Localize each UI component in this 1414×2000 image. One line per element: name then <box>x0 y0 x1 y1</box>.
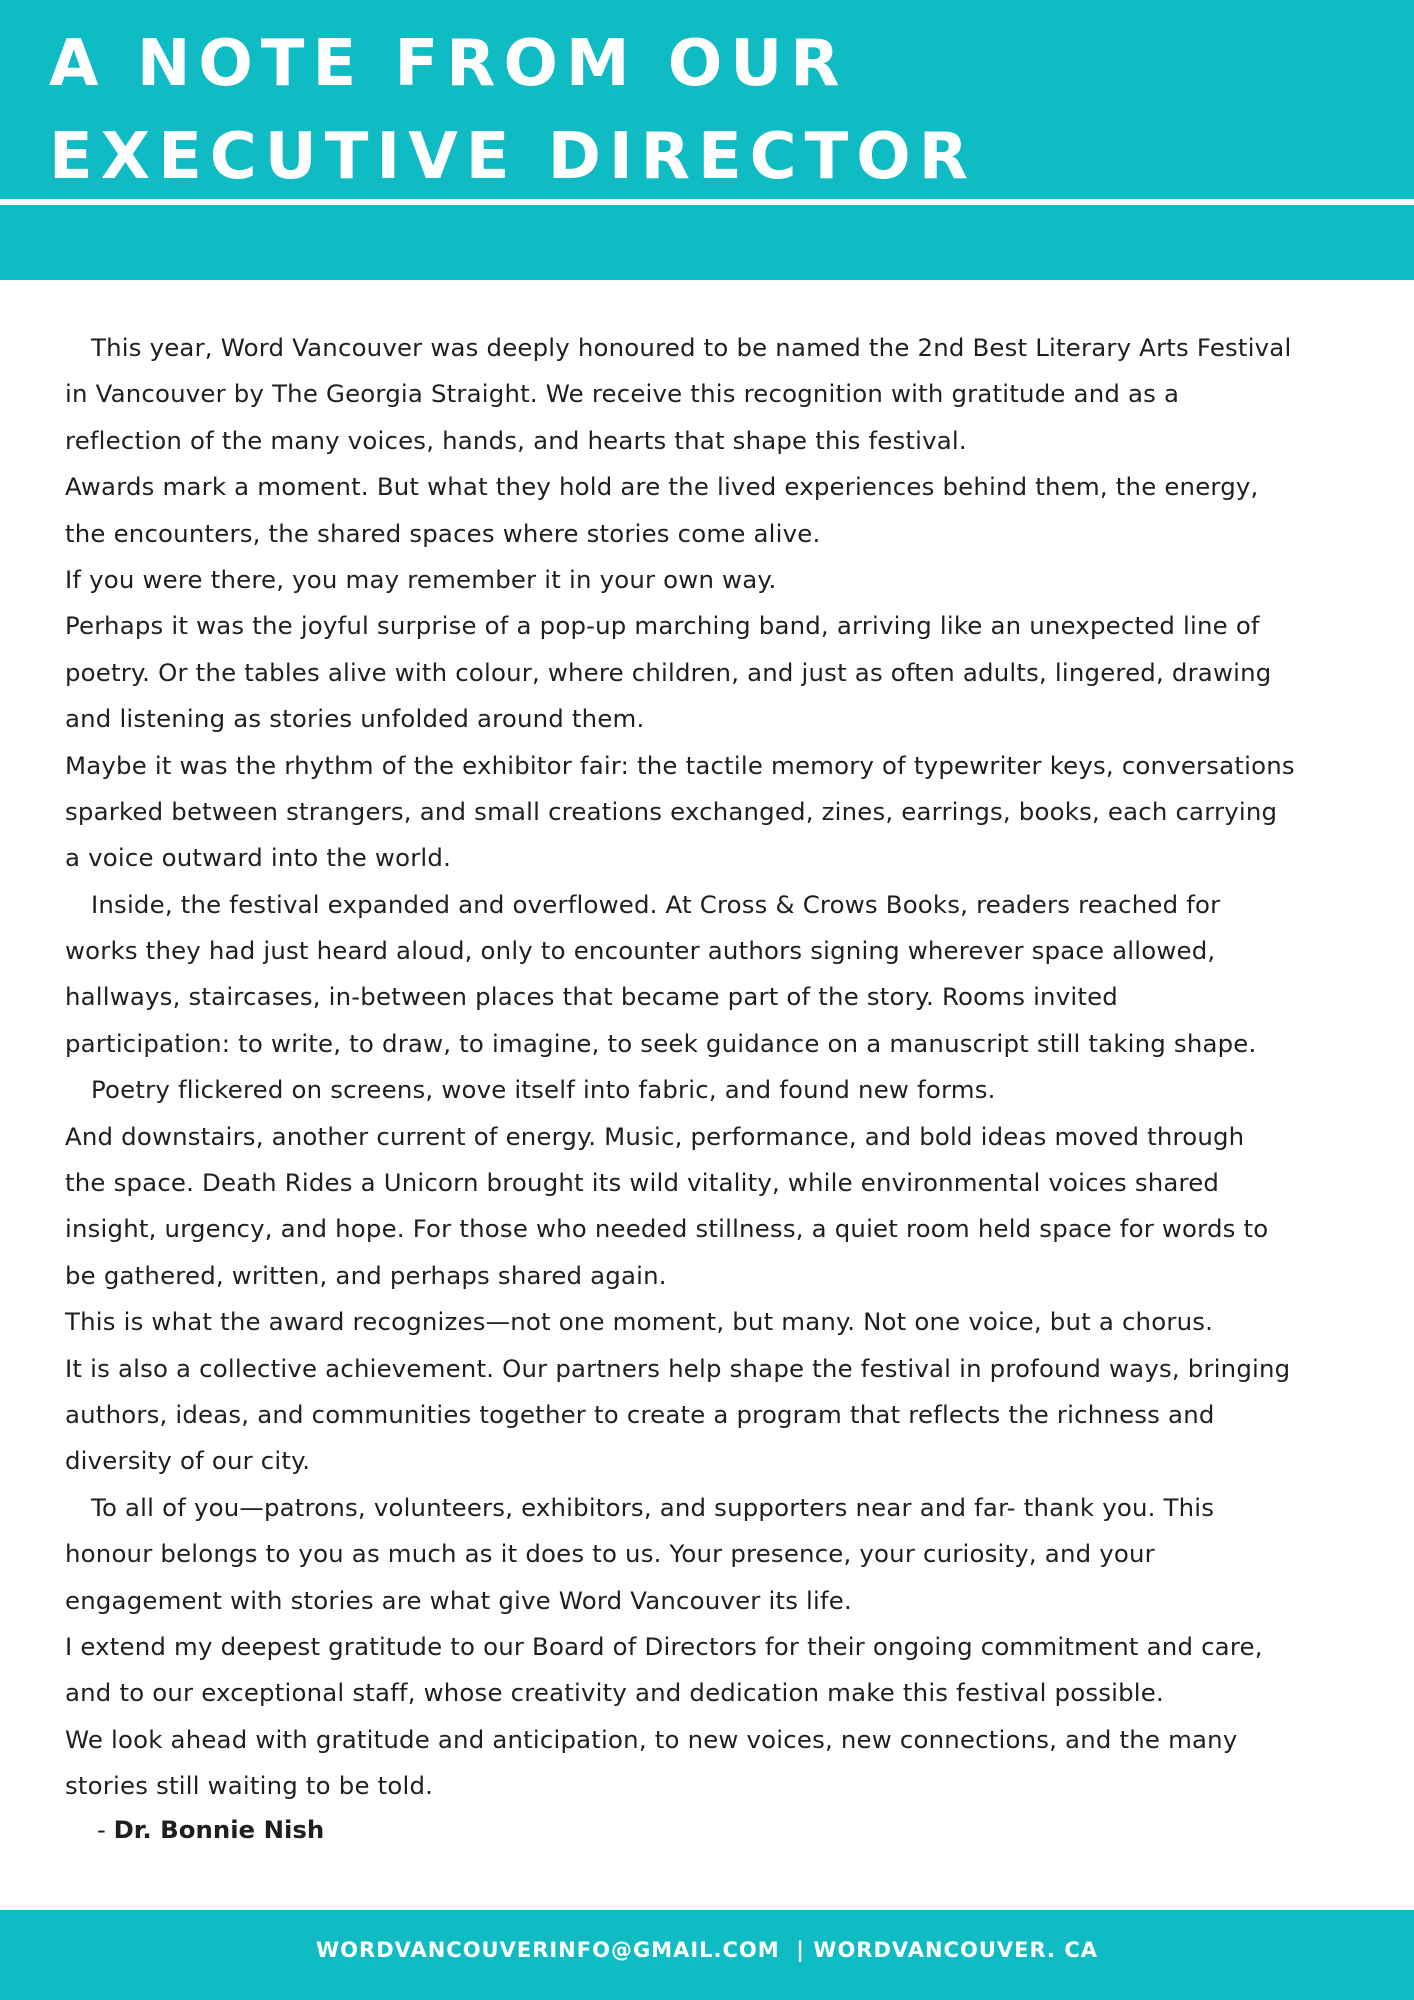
letter-line: stories still waiting to be told. <box>65 1771 434 1801</box>
signature <box>97 1807 324 1853</box>
letter-line: Perhaps it was the joyful surprise of a pop-up marching band, arriving like an unexpected line of <box>65 611 1260 641</box>
letter-line: Maybe it was the rhythm of the exhibitor fair: the tactile memory of typewriter keys, conversations <box>65 750 1295 780</box>
letter-line: and to our exceptional staff, whose creativity and dedication make this festival possible. <box>65 1678 1164 1708</box>
header-divider <box>0 199 1414 205</box>
letter-line: in Vancouver by The Georgia Straight. We receive this recognition with gratitude and as a <box>65 379 1180 409</box>
letter-line: Poetry flickered on screens, wove itself into fabric, and found new forms. <box>91 1075 996 1105</box>
letter-line: the space. Death Rides a Unicorn brought its wild vitality, while environmental voices shared <box>65 1168 1220 1198</box>
letter-line: If you were there, you may remember it in your own way. <box>65 564 777 594</box>
letter-line: honour belongs to you as much as it does to us. Your presence, your curiosity, and your <box>65 1539 1155 1569</box>
letter-line: engagement with stories are what give Word Vancouver its life. <box>65 1585 852 1615</box>
letter-line: reflection of the many voices, hands, and hearts that shape this festival. <box>65 425 967 455</box>
title-line-2: EXECUTIVE DIRECTOR <box>49 120 976 194</box>
letter-line: I extend my deepest gratitude to our Board of Directors for their ongoing commitment and care, <box>65 1631 1263 1661</box>
letter-line: This is what the award recognizes—not one moment, but many. Not one voice, but a chorus. <box>65 1307 1214 1337</box>
letter-line: To all of you—patrons, volunteers, exhibitors, and supporters near and far- thank you. This <box>91 1492 1215 1522</box>
letter-line: hallways, staircases, in-between places that became part of the story. Rooms invited <box>65 982 1118 1012</box>
letter-line: works they had just heard aloud, only to encounter authors signing wherever space allowed, <box>65 936 1216 966</box>
letter-line: We look ahead with gratitude and anticipation, to new voices, new connections, and the many <box>65 1724 1238 1754</box>
letter-line: Awards mark a moment. But what they hold are the lived experiences behind them, the energy, <box>65 472 1259 502</box>
letter-line: a voice outward into the world. <box>65 843 452 873</box>
letter-line: authors, ideas, and communities together to create a program that reflects the richness and <box>65 1399 1215 1429</box>
signature-dash: - <box>97 1815 114 1844</box>
letter-line: poetry. Or the tables alive with colour, where children, and just as often adults, lingered, drawing <box>65 657 1272 687</box>
letter-line: sparked between strangers, and small creations exchanged, zines, earrings, books, each carrying <box>65 796 1278 826</box>
letter-body <box>65 325 1355 1810</box>
letter-line: It is also a collective achievement. Our partners help shape the festival in profound ways, bringing <box>65 1353 1291 1383</box>
footer-banner <box>0 1910 1414 2000</box>
header-banner <box>0 0 1414 280</box>
letter-line: insight, urgency, and hope. For those who needed stillness, a quiet room held space for words to <box>65 1214 1269 1244</box>
letter-line: diversity of our city. <box>65 1446 311 1476</box>
page-title <box>49 18 976 204</box>
letter-line: and listening as stories unfolded around them. <box>65 704 645 734</box>
signature-name: Dr. Bonnie Nish <box>113 1815 325 1844</box>
letter-line: be gathered, written, and perhaps shared again. <box>65 1260 667 1290</box>
letter-line: participation: to write, to draw, to imagine, to seek guidance on a manuscript still taking shape. <box>65 1028 1257 1058</box>
letter-line: This year, Word Vancouver was deeply honoured to be named the 2nd Best Literary Arts Festival <box>91 333 1292 362</box>
footer-contact: WORDVANCOUVERINFO@GMAIL.COM | WORDVANCOUVER. CA <box>316 1938 1098 1962</box>
letter-line: And downstairs, another current of energy. Music, performance, and bold ideas moved through <box>65 1121 1245 1151</box>
letter-line: Inside, the festival expanded and overflowed. At Cross & Crows Books, readers reached for <box>91 889 1221 919</box>
letter-line: the encounters, the shared spaces where stories come alive. <box>65 518 821 548</box>
title-line-1: A NOTE FROM OUR <box>49 27 848 101</box>
